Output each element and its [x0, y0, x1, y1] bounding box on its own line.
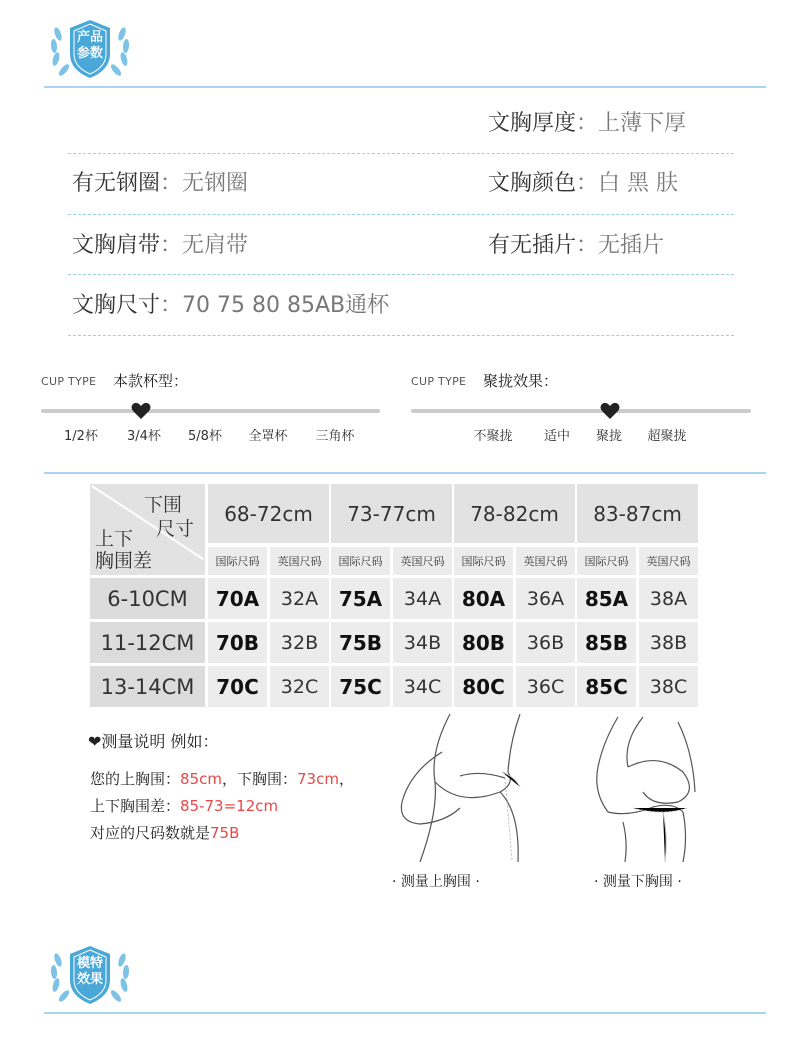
dashed-divider — [68, 335, 734, 336]
corner-label: 尺寸 — [156, 518, 195, 540]
size-cell: 70C — [208, 666, 267, 707]
row-header: 6-10CM — [90, 578, 205, 619]
param-key: 文胸厚度 — [488, 111, 577, 136]
note-text: 对应的尺码数就是 — [90, 824, 211, 842]
slider-option: 全罩杯 — [248, 429, 288, 444]
row-header: 11-12CM — [90, 622, 205, 663]
size-cell: 32A — [270, 578, 329, 619]
size-cell: 85C — [577, 666, 636, 707]
param-key: 文胸颜色 — [488, 171, 577, 196]
size-cell: 80A — [454, 578, 513, 619]
param-color — [488, 170, 678, 198]
badge-line-1: 产品 — [76, 30, 103, 45]
param-sep: ： — [576, 233, 599, 258]
section-divider — [44, 86, 766, 88]
param-value: 无插片 — [598, 233, 665, 258]
size-cell: 75A — [331, 578, 390, 619]
param-sep: ： — [160, 293, 183, 318]
size-cell: 80B — [454, 622, 513, 663]
param-sep: ： — [576, 111, 599, 136]
badge-label — [70, 956, 110, 988]
section-divider — [44, 472, 766, 474]
param-sep: ： — [160, 171, 183, 196]
measure-lower-illustration — [583, 712, 733, 862]
size-system-header: 英国尺码 — [639, 547, 698, 575]
param-key: 有无插片 — [488, 233, 577, 258]
size-system-header: 英国尺码 — [270, 547, 329, 575]
slider-option: 5/8杯 — [188, 429, 222, 444]
size-cell: 75B — [331, 622, 390, 663]
cup-type-small-label: CUP TYPE — [41, 375, 97, 388]
param-strap — [72, 232, 248, 260]
size-cell: 36A — [516, 578, 575, 619]
push-up-small-label: CUP TYPE — [411, 375, 467, 388]
slider-option: 聚拢 — [595, 429, 623, 444]
size-cell: 80C — [454, 666, 513, 707]
note-value: 73cm — [296, 770, 339, 788]
dashed-divider — [68, 274, 734, 275]
push-up-title: 聚拢效果： — [483, 372, 559, 390]
param-size — [72, 292, 389, 320]
section-divider — [44, 1012, 766, 1014]
size-range-header: 73-77cm — [331, 484, 452, 543]
cup-type-title: 本款杯型： — [113, 372, 189, 390]
size-cell: 34A — [393, 578, 452, 619]
section-badge-product-params — [44, 14, 136, 84]
size-cell: 32C — [270, 666, 329, 707]
measure-title-text: 测量说明 例如： — [101, 732, 219, 751]
badge-line-1: 模特 — [76, 956, 103, 971]
size-cell: 38C — [639, 666, 698, 707]
param-thickness — [488, 110, 686, 138]
size-cell: 70B — [208, 622, 267, 663]
slider-option: 1/2杯 — [64, 429, 98, 444]
size-system-header: 英国尺码 — [393, 547, 452, 575]
measure-line-3 — [90, 822, 239, 843]
size-range-header: 68-72cm — [208, 484, 329, 543]
slider-option: 适中 — [543, 429, 571, 444]
corner-label: 上下 — [95, 528, 134, 550]
size-cell: 70A — [208, 578, 267, 619]
note-value: 75B — [210, 824, 240, 842]
size-cell: 85A — [577, 578, 636, 619]
note-text: ， — [338, 770, 354, 788]
note-text: 您的上胸围： — [90, 770, 181, 788]
heart-icon — [131, 402, 151, 420]
size-cell: 32B — [270, 622, 329, 663]
size-system-header: 英国尺码 — [516, 547, 575, 575]
note-text: ，下胸围： — [221, 770, 297, 788]
param-value: 70 75 80 85AB通杯 — [182, 293, 390, 318]
param-sep: ： — [576, 171, 599, 196]
measure-line-2 — [90, 795, 278, 816]
size-system-header: 国际尺码 — [331, 547, 390, 575]
measure-title — [88, 729, 219, 752]
measure-upper-illustration — [390, 712, 540, 862]
table-corner-cell — [90, 484, 205, 575]
size-system-header: 国际尺码 — [454, 547, 513, 575]
note-text: 上下胸围差： — [90, 797, 181, 815]
caption-upper: · 测量上胸围 · — [392, 874, 480, 890]
heart-icon: ❤ — [88, 732, 102, 751]
badge-label — [70, 30, 110, 62]
size-cell: 34C — [393, 666, 452, 707]
param-wire — [72, 170, 248, 198]
slider-option: 三角杯 — [315, 429, 355, 444]
note-value: 85cm — [180, 770, 222, 788]
size-cell: 75C — [331, 666, 390, 707]
dashed-divider — [68, 214, 734, 215]
param-insert — [488, 232, 664, 260]
param-value: 无肩带 — [182, 233, 249, 258]
size-range-header: 83-87cm — [577, 484, 698, 543]
size-range-header: 78-82cm — [454, 484, 575, 543]
size-cell: 85B — [577, 622, 636, 663]
dashed-divider — [68, 153, 734, 154]
param-key: 文胸尺寸 — [72, 293, 161, 318]
param-key: 有无钢圈 — [72, 171, 161, 196]
slider-option: 不聚拢 — [473, 429, 513, 444]
slider-option: 超聚拢 — [647, 429, 687, 444]
size-cell: 38A — [639, 578, 698, 619]
size-cell: 34B — [393, 622, 452, 663]
cup-type-track — [41, 409, 380, 413]
push-up-track — [411, 409, 751, 413]
size-cell: 38B — [639, 622, 698, 663]
size-cell: 36C — [516, 666, 575, 707]
size-system-header: 国际尺码 — [577, 547, 636, 575]
measure-line-1 — [90, 768, 354, 789]
slider-option: 3/4杯 — [127, 429, 161, 444]
param-sep: ： — [160, 233, 183, 258]
note-value: 85-73=12cm — [180, 797, 279, 815]
heart-icon — [600, 402, 620, 420]
section-badge-model-effect — [44, 940, 136, 1010]
badge-line-2: 参数 — [76, 46, 103, 61]
param-value: 上薄下厚 — [598, 111, 687, 136]
param-value: 白 黑 肤 — [598, 171, 679, 196]
size-system-header: 国际尺码 — [208, 547, 267, 575]
size-cell: 36B — [516, 622, 575, 663]
corner-label: 下围 — [144, 494, 183, 516]
param-value: 无钢圈 — [182, 171, 249, 196]
badge-line-2: 效果 — [76, 972, 103, 987]
param-key: 文胸肩带 — [72, 233, 161, 258]
caption-lower: · 测量下胸围 · — [594, 874, 682, 890]
row-header: 13-14CM — [90, 666, 205, 707]
corner-label: 胸围差 — [95, 550, 153, 572]
